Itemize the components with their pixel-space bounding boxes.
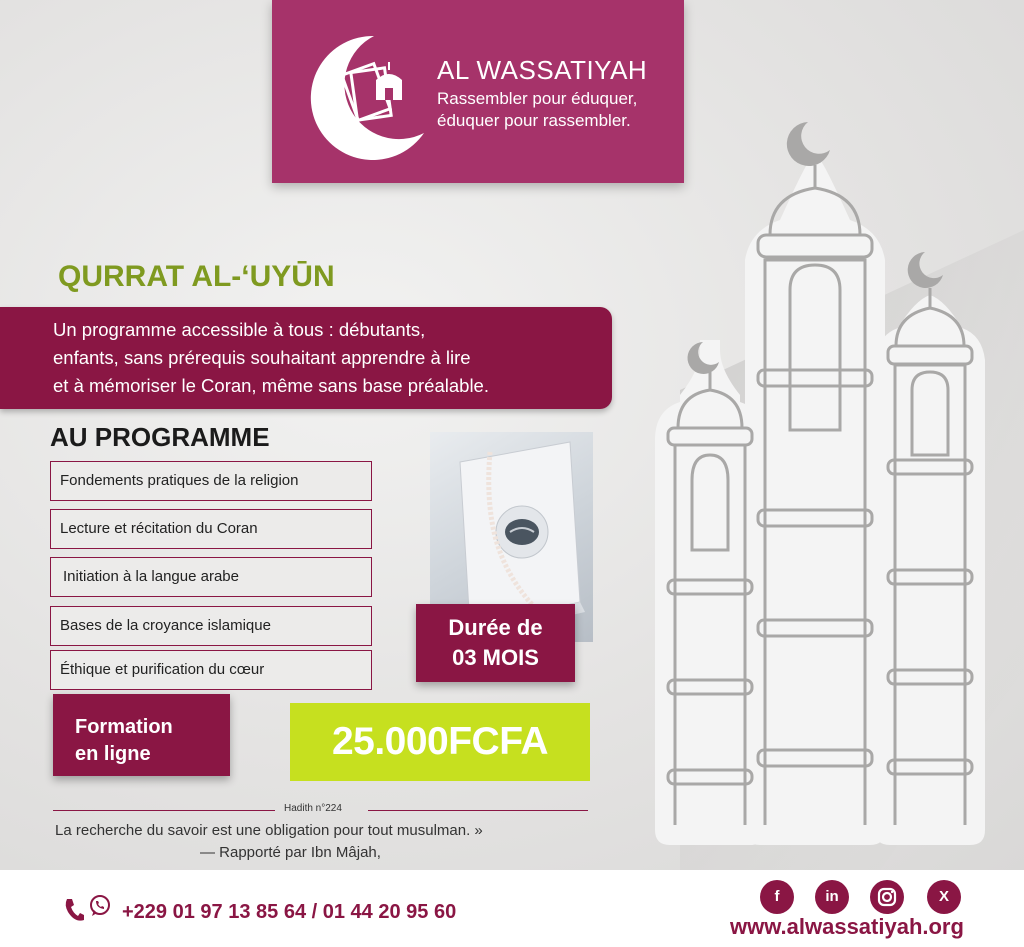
hadith-source: — Rapporté par Ibn Mâjah, (200, 844, 381, 861)
hadith-divider-right (368, 810, 588, 811)
format-badge (53, 694, 230, 776)
duration-line-2: 03 MOIS (452, 645, 539, 670)
website-link[interactable]: www.alwassatiyah.org (730, 914, 964, 939)
logo-icon (304, 28, 429, 163)
crescent-icon-right (908, 252, 943, 288)
hadith-divider-left (53, 810, 275, 811)
program-description (53, 316, 608, 400)
curriculum-item: Fondements pratiques de la religion (50, 461, 372, 501)
curriculum-item: Initiation à la langue arabe (50, 557, 372, 597)
program-description-box (0, 307, 612, 409)
facebook-icon[interactable]: f (760, 880, 794, 914)
whatsapp-icon (88, 894, 112, 918)
instagram-glyph (870, 880, 904, 914)
price-badge: 25.000FCFA (290, 703, 590, 781)
phone-icon (63, 897, 85, 923)
hadith-quote: La recherche du savoir est une obligation pour tout musulman. » (55, 822, 483, 839)
duration-line-1: Durée de (448, 615, 543, 640)
brand-header (272, 0, 684, 183)
description-line-3: et à mémoriser le Coran, même sans base préalable. (53, 375, 489, 396)
crescent-icon (787, 122, 830, 166)
program-title: QURRAT AL-‘UYŪN (58, 260, 335, 293)
format-line-2: en ligne (75, 743, 151, 765)
instagram-icon[interactable] (870, 880, 904, 914)
brand-tagline (437, 88, 677, 132)
linkedin-icon[interactable]: in (815, 880, 849, 914)
phone-numbers[interactable]: +229 01 97 13 85 64 / 01 44 20 95 60 (122, 901, 457, 923)
curriculum-item: Bases de la croyance islamique (50, 606, 372, 646)
curriculum-item: Lecture et récitation du Coran (50, 509, 372, 549)
curriculum-item: Éthique et purification du cœur (50, 650, 372, 690)
curriculum-title: AU PROGRAMME (50, 422, 270, 452)
description-line-1: Un programme accessible à tous : débutants, (53, 319, 426, 340)
format-line-1: Formation (75, 716, 173, 738)
description-line-2: enfants, sans prérequis souhaitant apprendre à lire (53, 347, 471, 368)
tagline-line-2: éduquer pour rassembler. (437, 111, 631, 130)
minarets-illustration (640, 110, 1024, 870)
hadith-label: Hadith n°224 (284, 803, 342, 814)
duration-badge (416, 604, 575, 682)
brand-name: AL WASSATIYAH (437, 55, 648, 85)
tagline-line-1: Rassembler pour éduquer, (437, 89, 638, 108)
x-icon[interactable]: X (927, 880, 961, 914)
